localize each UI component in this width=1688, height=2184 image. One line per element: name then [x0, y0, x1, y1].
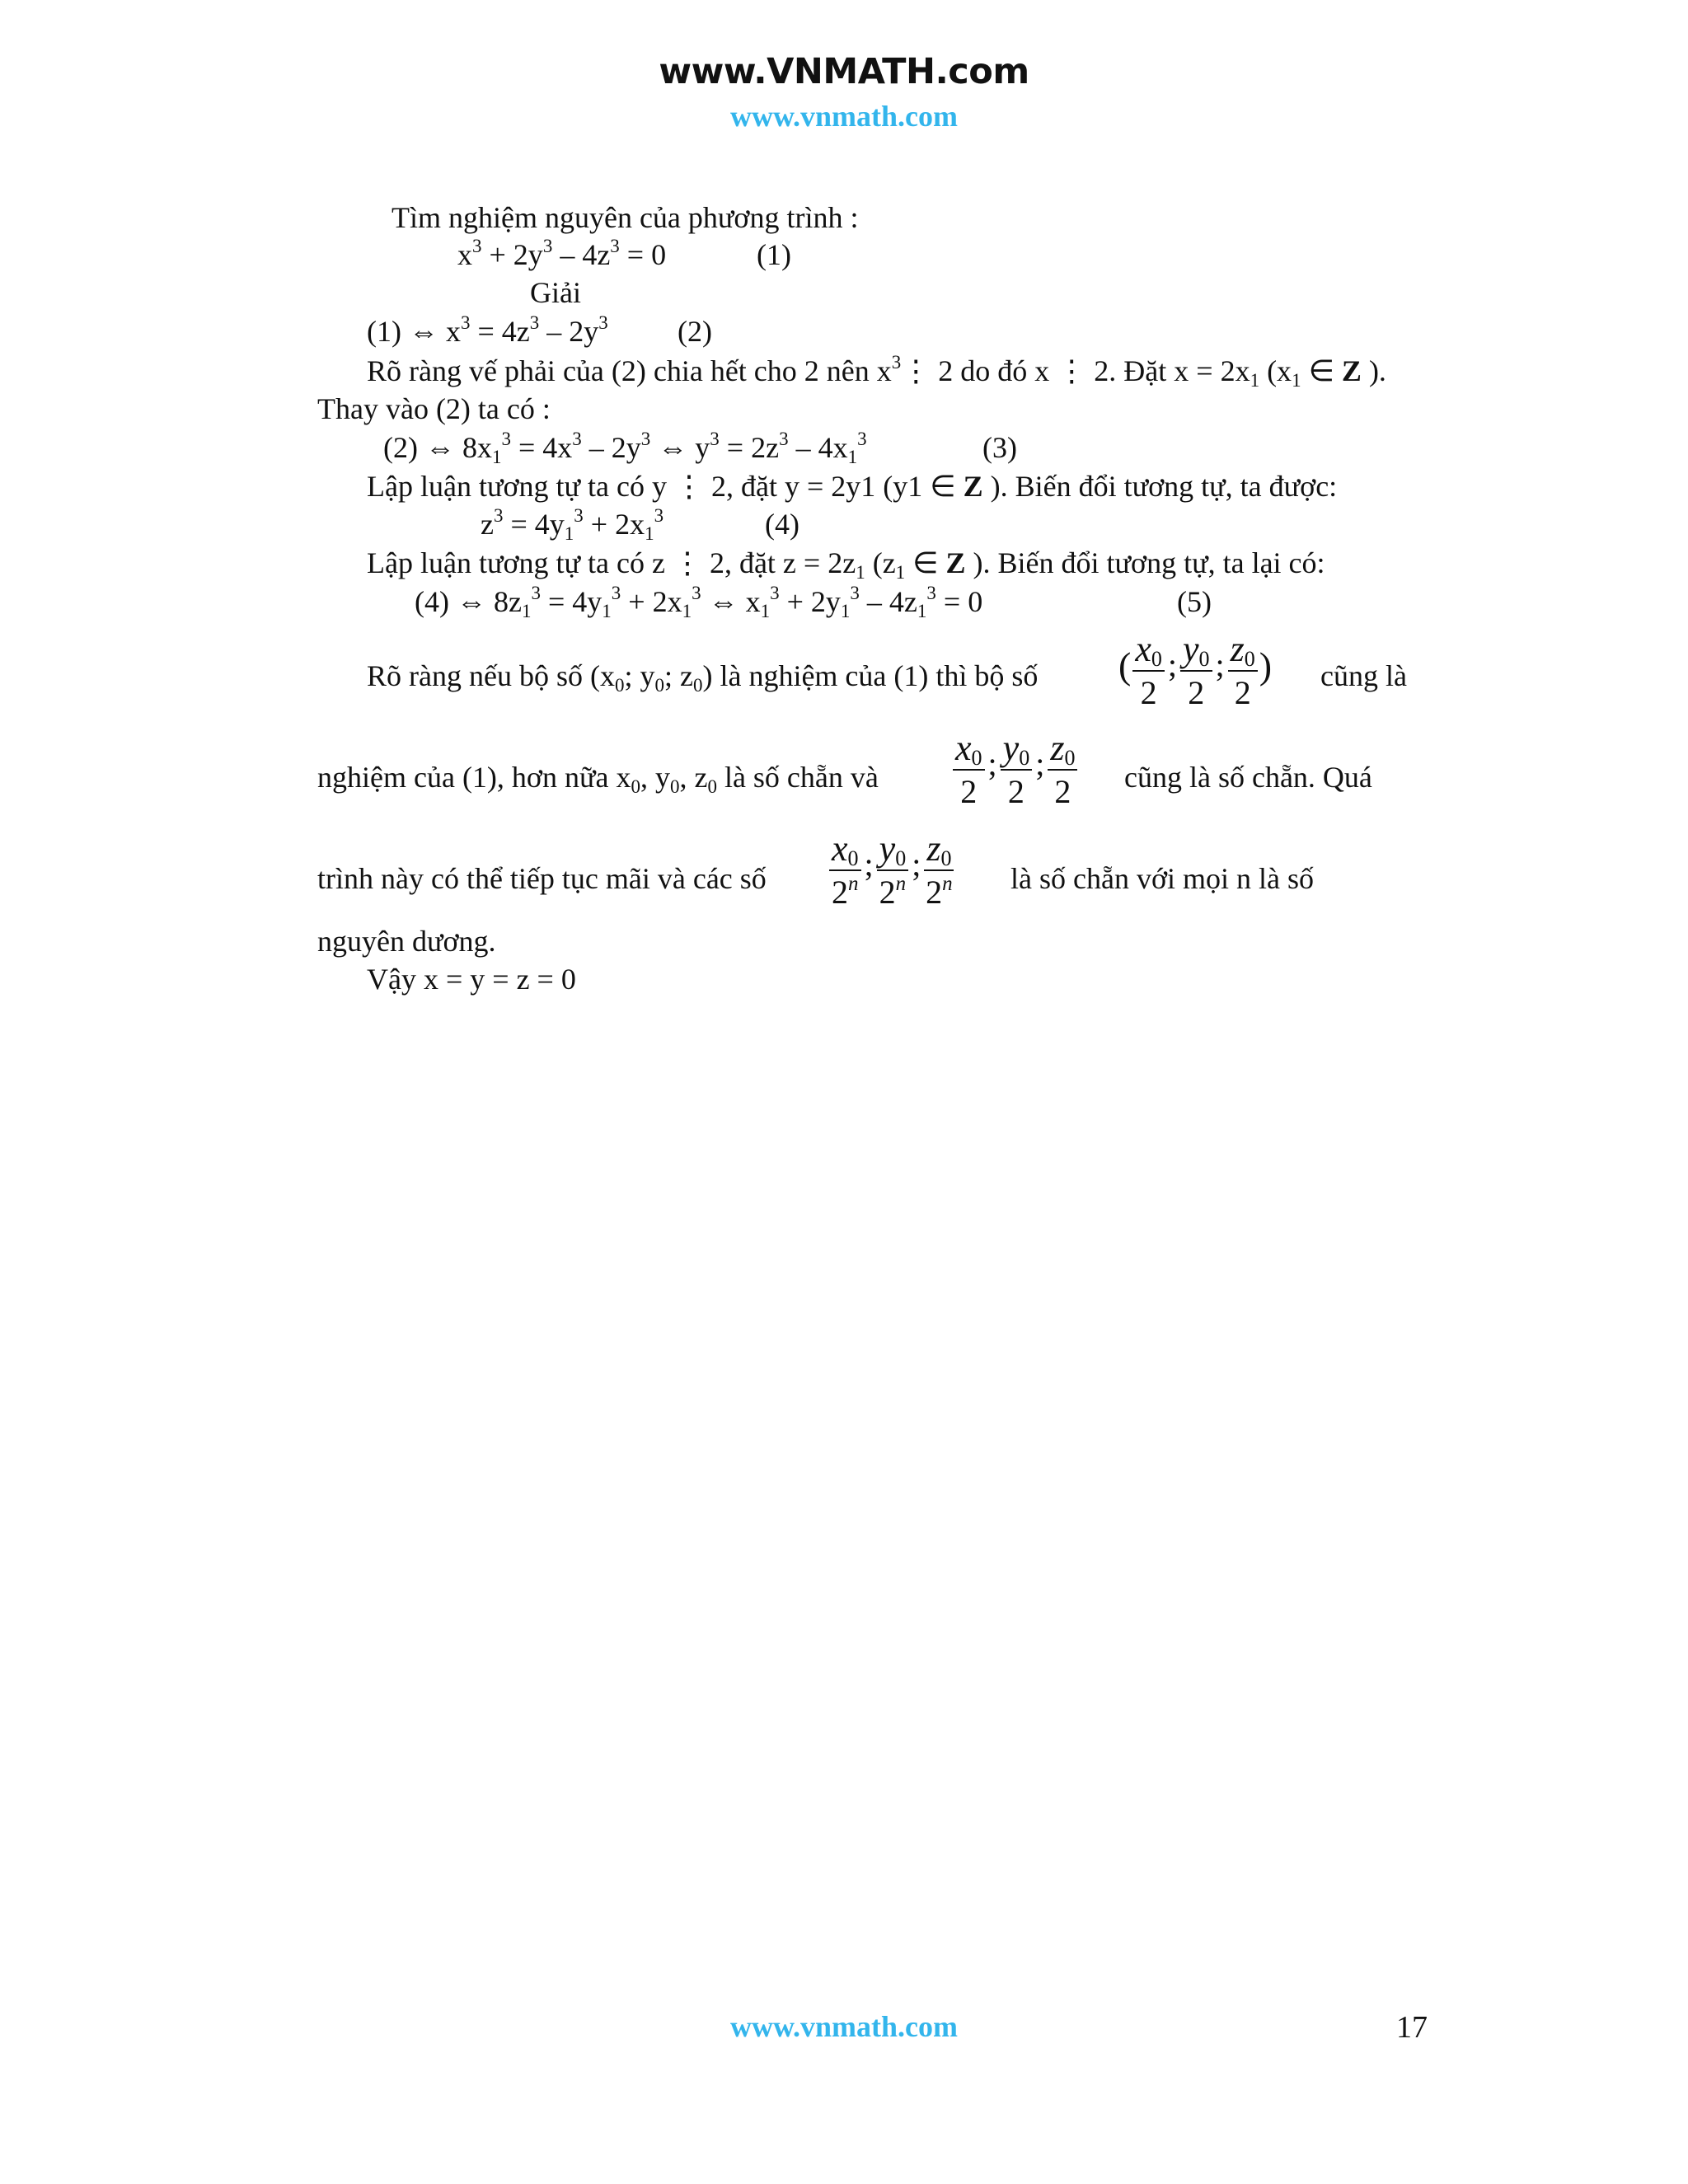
equation-1-tag: (1): [757, 238, 791, 271]
equation-1: $x^3 + 2y^3 - 4z^3 = 0$: [457, 236, 667, 271]
fraction-x0-over-2: $\frac{x_0}{2}$: [1132, 631, 1165, 710]
paragraph-6-end: là số chẵn với mọi n là số: [1010, 862, 1314, 895]
paragraph-4: Rõ ràng nếu bộ số ($x_0$; $y_0$; $z_0$) là nghiệm của (1) thì bộ số: [367, 659, 1039, 696]
header-title: www.VNMATH.com: [659, 51, 1029, 92]
paragraph-3: Lập luận tương tự ta có z ⋮ 2, đặt $z = 2z_1$ ($z_1$ ∈ Z ). Biến đổi tương tự, ta lại có:: [367, 546, 1325, 583]
fraction-z0-over-2: $\frac{z_0}{2}$: [1048, 730, 1077, 808]
paragraph-1: Rõ ràng vế phải của (2) chia hết cho 2 nên $x^3⋮$ 2 do đó x ⋮ 2. Đặt $x = 2x_1$ ($x_1$ ∈ Z ).: [367, 352, 1386, 391]
fraction-y0-over-2: $\frac{y_0}{2}$: [1001, 730, 1033, 808]
problem-statement: Tìm nghiệm nguyên của phương trình :: [392, 201, 859, 234]
left-paren: (: [1118, 644, 1132, 687]
fraction-y0-over-2: $\frac{y_0}{2}$: [1180, 631, 1212, 710]
equation-2-tag: (2): [678, 315, 712, 348]
paragraph-2: Lập luận tương tự ta có y ⋮ 2, đặt y = 2y1 (y1 ∈ Z ). Biến đổi tương tự, ta được:: [367, 470, 1338, 503]
solution-title: Giải: [530, 276, 581, 309]
fraction-x0-over-2: $\frac{x_0}{2}$: [953, 730, 985, 808]
fraction-group-half: ( $\frac{x_0}{2}$ ; $\frac{y_0}{2}$ ; $\frac{z_0}{2}$ ): [1118, 629, 1273, 711]
fraction-z0-over-2: $\frac{z_0}{2}$: [1228, 631, 1258, 710]
fraction-group-pow: $\frac{x_0}{2^n}$ ; $\frac{y_0}{2^n}$ ; $\frac{z_0}{2^n}$: [828, 831, 955, 909]
equation-5-tag: (5): [1177, 585, 1212, 618]
paragraph-1-continued: Thay vào (2) ta có :: [317, 392, 551, 425]
paragraph-5: nghiệm của (1), hơn nữa $x_0$, $y_0$, $z_0$ là số chẵn và: [317, 761, 879, 797]
conclusion: Vậy x = y = z = 0: [367, 963, 576, 996]
fraction-y0-over-2n: $\frac{y_0}{2^n}$: [877, 831, 909, 909]
paragraph-6: trình này có thể tiếp tục mãi và các số: [317, 862, 767, 895]
paragraph-4-end: cũng là: [1320, 659, 1407, 692]
page-number: 17: [1396, 2010, 1428, 2045]
equation-5: (4) ⇔ $8z_1^3 = 4y_1^3 + 2x_1^3$ ⇔ $x_1^3 + 2y_1^3 - 4z_1^3 = 0$: [415, 583, 983, 621]
paragraph-6-continued: nguyên dương.: [317, 925, 496, 958]
fraction-group-half-2: $\frac{x_0}{2}$ ; $\frac{y_0}{2}$ ; $\frac{z_0}{2}$: [951, 730, 1079, 808]
footer-link[interactable]: www.vnmath.com: [730, 2010, 958, 2043]
fraction-x0-over-2n: $\frac{x_0}{2^n}$: [829, 831, 861, 909]
equation-4-tag: (4): [765, 508, 799, 541]
equation-4: $z^3 = 4y_1^3 + 2x_1^3$: [481, 505, 664, 544]
equation-2: (1) ⇔ $x^3 = 4z^3 - 2y^3$: [367, 312, 608, 348]
header-link[interactable]: www.vnmath.com: [730, 100, 958, 133]
equation-3-tag: (3): [982, 431, 1017, 464]
equation-3: (2) ⇔ $8x_1^3 = 4x^3 - 2y^3$ ⇔ $y^3 = 2z^3 - 4x_1^3$: [383, 429, 867, 467]
fraction-z0-over-2n: $\frac{z_0}{2^n}$: [926, 828, 953, 911]
right-paren: ): [1259, 644, 1273, 687]
paragraph-5-end: cũng là số chẵn. Quá: [1124, 761, 1372, 794]
